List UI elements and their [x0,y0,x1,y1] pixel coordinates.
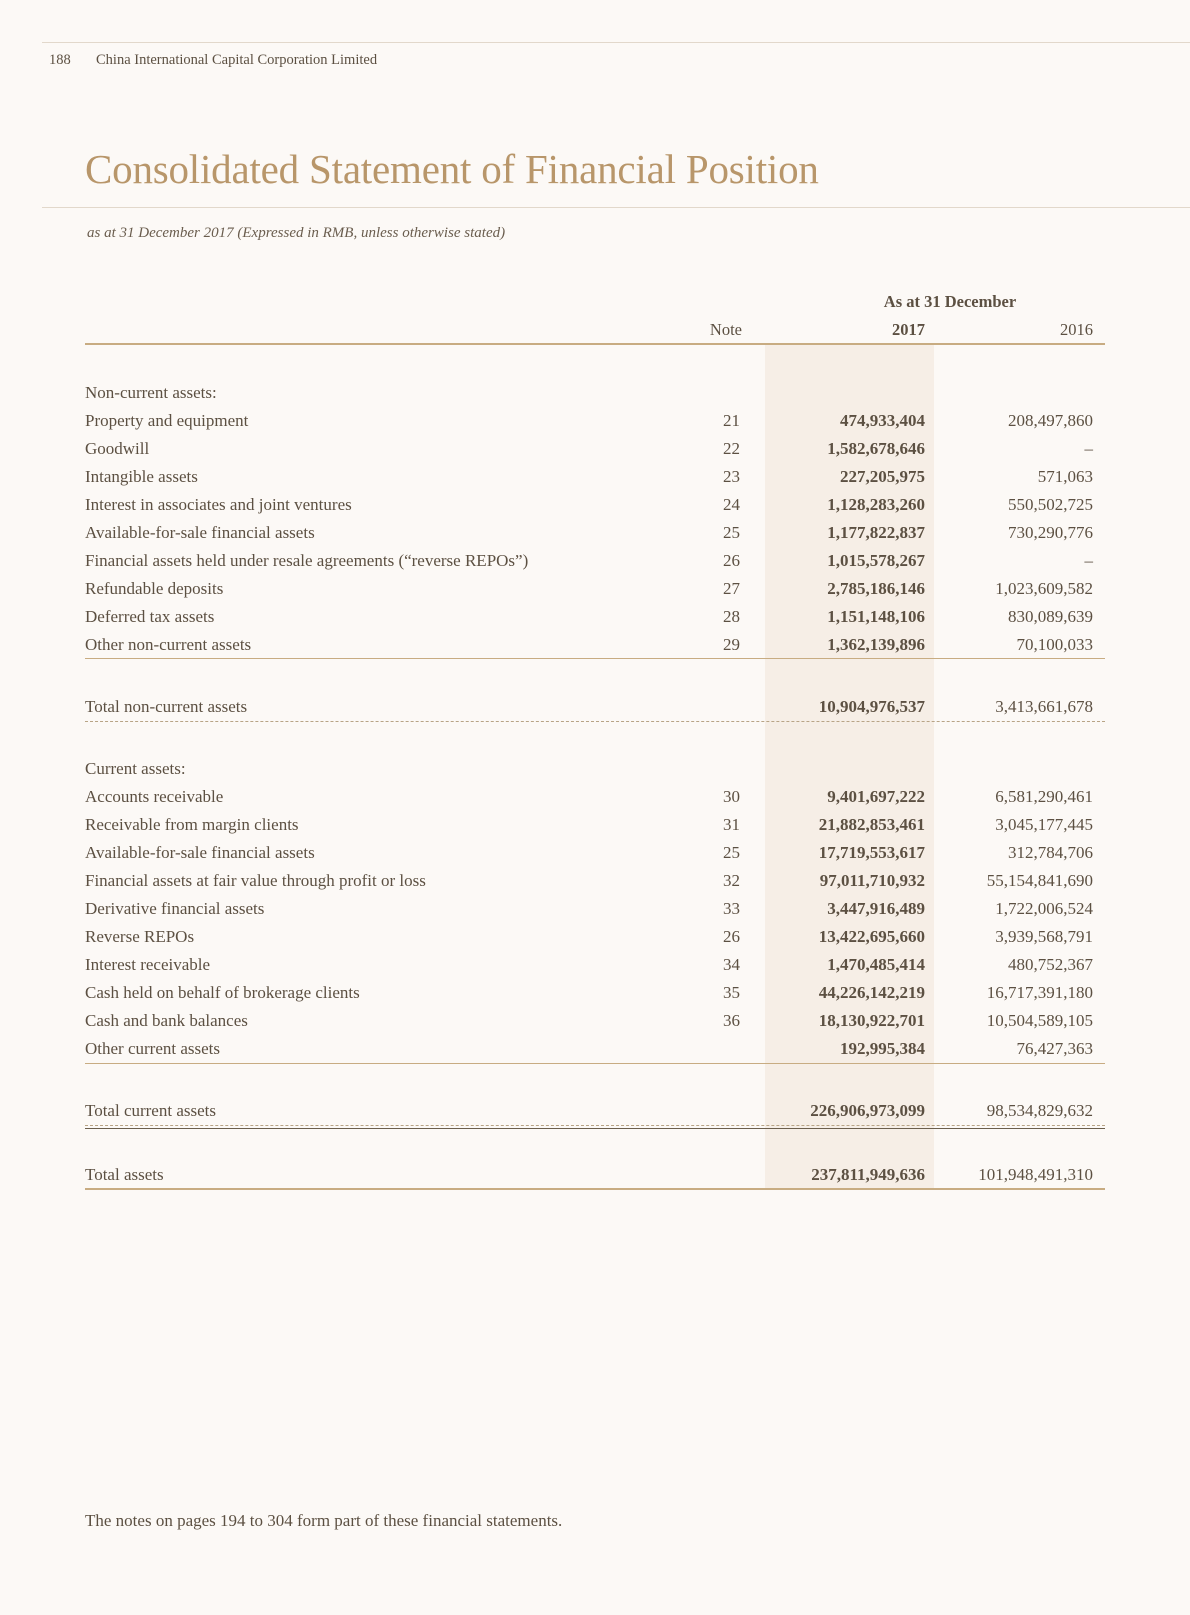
row-value-2017: 227,205,975 [840,467,925,486]
row-value-2016: 312,784,706 [1008,843,1093,862]
section-heading-current: Current assets: [85,759,186,778]
row-value-2017: 1,177,822,837 [827,523,925,542]
row-value-2016: 3,939,568,791 [995,927,1093,946]
row-value-2017: 192,995,384 [840,1039,925,1058]
table-row [85,923,1093,951]
row-label: Accounts receivable [85,787,224,806]
row-note: 35 [723,983,740,1002]
row-note: 29 [723,635,740,654]
table-row [85,603,1093,631]
row-value-2017: 97,011,710,932 [819,871,925,890]
row-value-2016: 830,089,639 [1008,607,1093,626]
row-label: Reverse REPOs [85,927,195,946]
subtotal-dashed-rule [85,721,1105,722]
row-value-2017: 1,470,485,414 [827,955,925,974]
row-label: Deferred tax assets [85,607,215,626]
row-value-2017: 17,719,553,617 [818,843,925,862]
table-row [85,463,1093,491]
row-label: Derivative financial assets [85,899,265,918]
row-value-2016: 730,290,776 [1008,523,1093,542]
row-value-2017: 1,151,148,106 [827,607,925,626]
row-value-2016: 571,063 [1037,467,1093,486]
table-row [85,435,1093,463]
table-row [85,839,1093,867]
row-value-2017: 18,130,922,701 [818,1011,925,1030]
row-value-2017: 3,447,916,489 [827,899,925,918]
column-header-2016: 2016 [1060,320,1093,339]
row-note: 21 [723,411,740,430]
column-group-header: As at 31 December [883,292,1017,311]
company-name: China International Capital Corporation Limited [96,52,378,68]
table-row [85,1035,1093,1063]
column-header-2017: 2017 [892,320,925,339]
row-note: 23 [723,467,740,486]
row-value-2016: 208,497,860 [1008,411,1093,430]
row-value-2017: 1,362,139,896 [827,635,925,654]
row-value-2016: 1,023,609,582 [995,579,1093,598]
row-label: Interest in associates and joint ventures [85,495,352,514]
header-underline [85,343,1105,345]
row-value-2017: 1,582,678,646 [827,439,925,458]
table-row [85,519,1093,547]
row-value-2016: 76,427,363 [1016,1039,1093,1058]
row-label: Interest receivable [85,955,211,974]
row-note: 25 [723,523,740,542]
row-value-2017: 21,882,853,461 [818,815,925,834]
row-value-2017: 9,401,697,222 [827,787,925,806]
row-note: 33 [723,899,740,918]
grand-total-row: Total assets 237,811,949,636 101,948,491,310 [85,1165,1093,1184]
row-note: 36 [723,1011,740,1030]
row-value-2016: 6,581,290,461 [995,787,1093,806]
row-value-2017: 1,128,283,260 [827,495,925,514]
title-rule [42,207,1190,208]
row-label: Receivable from margin clients [85,815,299,834]
table-row [85,575,1093,603]
row-note: 28 [723,607,740,626]
subtotal-dashed-rule [85,1125,1105,1126]
row-label: Financial assets at fair value through profit or loss [85,871,426,890]
table-row [85,951,1093,979]
row-value-2016: 55,154,841,690 [986,871,1093,890]
row-value-2016: 10,504,589,105 [986,1011,1093,1030]
row-value-2016: 70,100,033 [1016,635,1093,654]
row-label: Goodwill [85,439,150,458]
grand-total-rule [85,1188,1105,1190]
header-rule [42,42,1190,43]
total-row-current: Total current assets 226,906,973,099 98,534,829,632 [85,1101,1093,1120]
row-label: Other current assets [85,1039,221,1058]
section-rule [85,658,1105,659]
row-value-2017: 44,226,142,219 [818,983,925,1002]
subtotal-solid-rule [85,1128,1105,1129]
row-label: Refundable deposits [85,579,224,598]
row-label: Cash and bank balances [85,1011,248,1030]
table-row [85,979,1093,1007]
total-row-non-current: Total non-current assets 10,904,976,537 3,413,661,678 [85,697,1093,716]
row-value-2016: 550,502,725 [1008,495,1093,514]
row-note: 31 [723,815,740,834]
row-label: Other non-current assets [85,635,252,654]
row-value-2016: 1,722,006,524 [995,899,1093,918]
footer-note: The notes on pages 194 to 304 form part of these financial statements. [85,1511,563,1530]
row-label: Cash held on behalf of brokerage clients [85,983,360,1002]
column-header-note: Note [709,320,742,339]
row-label: Intangible assets [85,467,198,486]
row-note: 26 [723,927,740,946]
section-rule [85,1063,1105,1064]
row-value-2016: – [1084,439,1093,458]
running-header [49,52,377,69]
row-note: 30 [723,787,740,806]
page-subtitle: as at 31 December 2017 (Expressed in RMB, unless otherwise stated) [87,225,506,241]
row-note: 32 [723,871,740,890]
row-note: 34 [723,955,740,974]
row-value-2016: – [1084,551,1093,570]
table-row [85,867,1093,895]
row-note: 25 [723,843,740,862]
table-row [85,895,1093,923]
table-row [85,1007,1093,1035]
row-label: Financial assets held under resale agreements (“reverse REPOs”) [85,551,529,570]
page-number: 188 [49,52,71,68]
page-title: Consolidated Statement of Financial Position [85,146,819,192]
row-value-2017: 13,422,695,660 [818,927,925,946]
table-row [85,407,1093,435]
table-row [85,491,1093,519]
table-row [85,783,1093,811]
section-heading-non-current: Non-current assets: [85,383,217,402]
row-value-2017: 2,785,186,146 [827,579,925,598]
row-value-2017: 474,933,404 [840,411,925,430]
row-note: 24 [723,495,740,514]
row-value-2016: 16,717,391,180 [986,983,1093,1002]
row-value-2017: 1,015,578,267 [827,551,925,570]
table-row [85,631,1093,659]
row-value-2016: 480,752,367 [1008,955,1093,974]
table-row [85,811,1093,839]
row-note: 22 [723,439,740,458]
row-value-2016: 3,045,177,445 [995,815,1093,834]
row-note: 27 [723,579,740,598]
row-note: 26 [723,551,740,570]
row-label: Property and equipment [85,411,249,430]
row-label: Available-for-sale financial assets [85,843,315,862]
row-label: Available-for-sale financial assets [85,523,315,542]
table-row [85,547,1093,575]
